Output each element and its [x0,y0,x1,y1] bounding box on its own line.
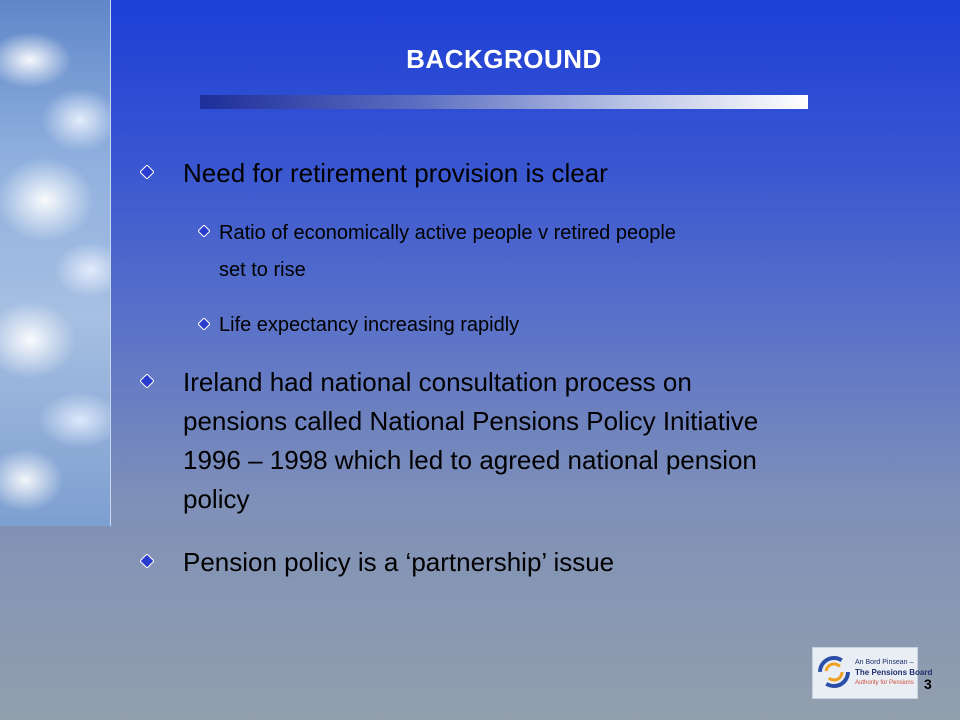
logo-text-english: The Pensions Board [855,668,933,677]
bullet-ireland-line2: pensions called National Pensions Policy Initiative [183,406,759,436]
sub-bullet-ratio-line1: Ratio of economically active people v retired people [219,222,676,244]
bullet-retirement-provision: Need for retirement provision is clear [183,158,608,188]
logo-text-irish: An Bord Pinsean – [855,659,914,666]
logo-tagline: Authority for Pensions [855,680,914,686]
diamond-bullet-icon [140,165,152,177]
bullet-ireland-line1: Ireland had national consultation process on [183,367,692,397]
bullet-partnership: Pension policy is a ‘partnership’ issue [183,547,615,577]
sub-bullet-life-expectancy: Life expectancy increasing rapidly [219,314,520,336]
diamond-bullet-icon [198,225,210,237]
diamond-bullet-icon [140,374,152,386]
bullet-ireland-line3: 1996 – 1998 which led to agreed national pension [183,445,757,475]
bullet-ireland-line4: policy [183,484,250,514]
pensions-board-logo [812,647,933,699]
diamond-bullet-icon [140,554,152,566]
sub-bullet-ratio-line2: set to rise [219,259,306,281]
diamond-bullet-icon [198,318,210,330]
slide-title: BACKGROUND [406,44,602,74]
clouds-image [0,0,111,526]
title-underline-bar [200,95,808,109]
pensions-board-logo-icon [817,655,851,689]
page-number: 3 [924,676,932,692]
